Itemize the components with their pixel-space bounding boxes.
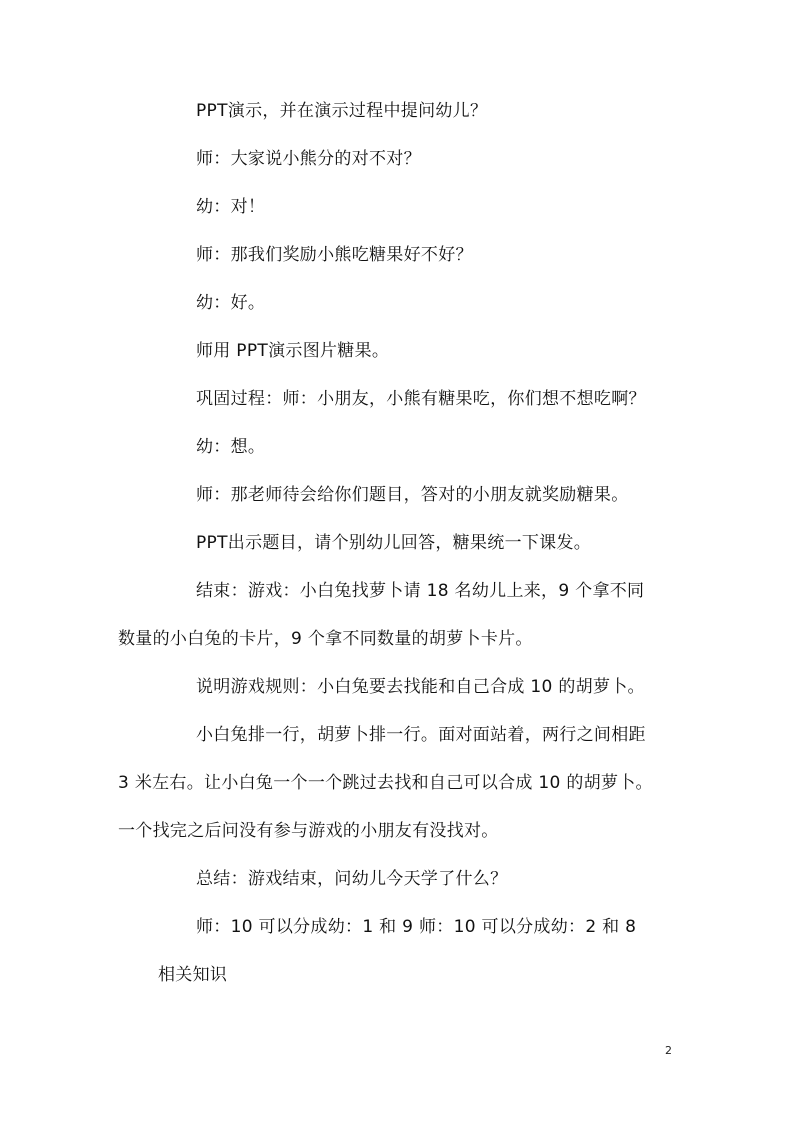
text-line: 幼：好。 <box>196 293 266 313</box>
text-line: 师：大家说小熊分的对不对？ <box>196 149 421 169</box>
text-line: 师：那老师待会给你们题目，答对的小朋友就奖励糖果。 <box>196 485 629 505</box>
text-line: PPT出示题目，请个别幼儿回答，糖果统一下课发。 <box>196 533 592 553</box>
text-line: 幼：对！ <box>196 197 266 217</box>
text-line: 3 米左右。让小白兔一个一个跳过去找和自己可以合成 10 的胡萝卜。 <box>118 773 653 793</box>
text-line: 师用 PPT演示图片糖果。 <box>196 341 390 361</box>
text-line: 说明游戏规则：小白兔要去找能和自己合成 10 的胡萝卜。 <box>196 677 645 697</box>
text-line: 师：那我们奖励小熊吃糖果好不好？ <box>196 245 473 265</box>
section-heading: 相关知识 <box>158 965 228 985</box>
text-line: 小白兔排一行，胡萝卜排一行。面对面站着，两行之间相距 <box>196 725 646 745</box>
text-line: 一个找完之后问没有参与游戏的小朋友有没找对。 <box>118 821 499 841</box>
text-line: PPT演示，并在演示过程中提问幼儿？ <box>196 101 488 121</box>
text-line: 幼：想。 <box>196 437 266 457</box>
text-line: 结束：游戏：小白兔找萝卜请 18 名幼儿上来，9 个拿不同 <box>196 581 645 601</box>
page-number: 2 <box>665 1044 672 1057</box>
text-line: 巩固过程：师：小朋友，小熊有糖果吃，你们想不想吃啊？ <box>196 389 646 409</box>
text-line: 总结：游戏结束，问幼儿今天学了什么？ <box>196 869 508 889</box>
text-line: 数量的小白兔的卡片，9 个拿不同数量的胡萝卜卡片。 <box>118 629 533 649</box>
text-line: 师：10 可以分成幼：1 和 9 师：10 可以分成幼：2 和 8 <box>196 917 637 937</box>
